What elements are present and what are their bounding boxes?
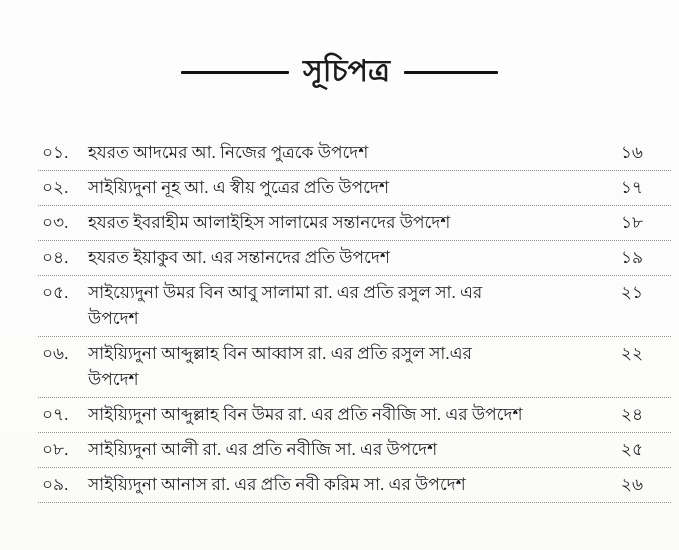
entry-title [88,402,611,428]
toc-entry-row [38,241,671,276]
toc-entry-row [38,171,671,206]
toc-entry-row [38,206,671,241]
entry-number: ০১. [42,143,69,162]
entry-title [88,341,611,393]
toc-entry-row [38,398,671,433]
entry-line: সাইয়্যিদুনা আব্দুল্লাহ বিন উমর রা. এর প্রতি নবীজি সা. এর উপদেশ [88,405,523,424]
entry-line: হযরত ইবরাহীম আলাইহিস সালামের সন্তানদের উপদেশ [88,213,451,232]
toc-entry-row [38,337,671,398]
scanned-book-page [0,52,679,550]
page-title: সূচিপত্র [303,55,390,88]
entry-number: ০৬. [42,344,69,363]
toc-list [38,136,671,503]
title-block [0,52,679,92]
entry-page: ১৬ [620,143,643,162]
entry-page: ২২ [620,344,643,363]
entry-line: সাইয়্যিদুনা আনাস রা. এর প্রতি নবী করিম সা. এর উপদেশ [88,475,466,494]
entry-page: ২৫ [620,440,643,459]
entry-line: উপদেশ [88,309,139,328]
toc-entry-row [38,433,671,468]
entry-number: ০৩. [42,213,69,232]
toc-entry-row [38,276,671,337]
title-rule-right [404,71,498,74]
entry-page: ১৯ [620,248,643,267]
entry-number: ০৭. [42,405,69,424]
entry-line: হযরত আদমের আ. নিজের পুত্রকে উপদেশ [88,143,369,162]
entry-title [88,437,611,463]
entry-title [88,210,611,236]
entry-title [88,472,611,498]
entry-page: ২১ [620,283,643,302]
toc-entry-row [38,136,671,171]
entry-title [88,280,611,332]
entry-number: ০২. [42,178,69,197]
entry-number: ০৯. [42,475,69,494]
entry-page: ১৭ [620,178,643,197]
entry-line: উপদেশ [88,370,139,389]
entry-line: হযরত ইয়াকুব আ. এর সন্তানদের প্রতি উপদেশ [88,248,390,267]
entry-page: ২৪ [620,405,643,424]
entry-number: ০৪. [42,248,69,267]
entry-line: সাইয়্যিদুনা নূহ আ. এ স্বীয় পুত্রের প্রতি উপদেশ [88,178,390,197]
entry-page: ২৬ [620,475,643,494]
entry-number: ০৫. [42,283,69,302]
entry-title [88,140,611,166]
entry-title [88,245,611,271]
entry-line: সাইয়্যেদুনা উমর বিন আবু সালামা রা. এর প্রতি রসুল সা. এর [88,283,483,302]
entry-line: সাইয়্যিদুনা আব্দুল্লাহ বিন আব্বাস রা. এর প্রতি রসুল সা.এর [88,344,472,363]
entry-line: সাইয়্যিদুনা আলী রা. এর প্রতি নবীজি সা. এর উপদেশ [88,440,438,459]
entry-page: ১৮ [620,213,643,232]
entry-number: ০৮. [42,440,69,459]
title-rule-left [181,71,289,74]
entry-title [88,175,611,201]
